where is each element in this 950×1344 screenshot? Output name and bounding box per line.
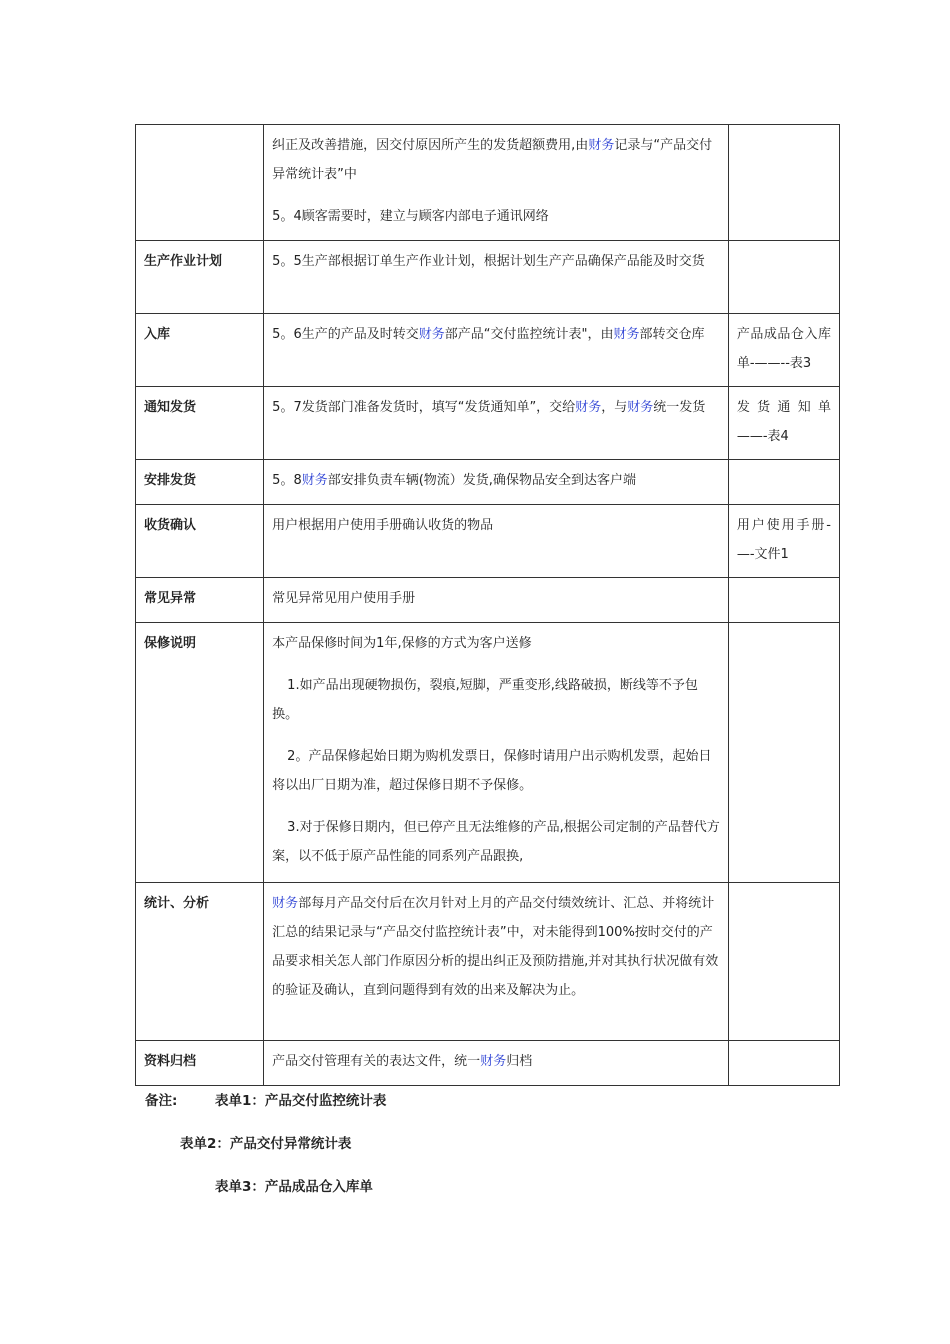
step-label-cell: 安排发货 (136, 460, 264, 505)
table-row (136, 883, 840, 1041)
finance-link[interactable]: 财务 (575, 400, 602, 415)
notes-heading: 备注: (145, 1093, 178, 1109)
content-text: ，与 (601, 400, 628, 415)
reference-form-cell (728, 883, 839, 1041)
content-paragraph (272, 466, 720, 495)
content-text: 归档 (506, 1054, 533, 1069)
table-row (136, 505, 840, 578)
step-content-cell (264, 387, 729, 460)
content-text: 产品交付管理有关的表达文件，统一 (272, 1054, 481, 1069)
content-paragraph (272, 511, 720, 540)
content-paragraph (272, 393, 720, 422)
reference-form-cell: 产品成品仓入库单-——--表3 (728, 314, 839, 387)
reference-form-cell (728, 1041, 839, 1086)
content-paragraph (272, 1047, 720, 1076)
content-text: 部每月产品交付后在次月针对上月的产品交付绩效统计、汇总、并将统计汇总的结果记录与“产品交付监控统计表”中，对未能得到100%按时交付的产品要求相关怎人部门作原因分析的提出纠正及预防措施,并对其执行状况做有效的验证及确认，直到问题得到有效的出来及解决为止。 (272, 896, 719, 998)
procedure-table-body (136, 125, 840, 1086)
content-text: 5。4顾客需要时，建立与顾客内部电子通讯网络 (272, 209, 549, 224)
table-row (136, 387, 840, 460)
table-row (136, 125, 840, 241)
reference-form-cell (728, 241, 839, 314)
step-content-cell (264, 578, 729, 623)
content-paragraph (272, 742, 720, 800)
step-content-cell (264, 623, 729, 883)
finance-link[interactable]: 财务 (613, 327, 640, 342)
step-label-cell: 生产作业计划 (136, 241, 264, 314)
step-content-cell (264, 505, 729, 578)
content-text: 常见异常见用户使用手册 (272, 591, 416, 606)
step-label-cell: 资料归档 (136, 1041, 264, 1086)
table-row (136, 578, 840, 623)
content-text: 部产品“交付监控统计表"，由 (444, 327, 614, 342)
step-label-cell: 统计、分析 (136, 883, 264, 1041)
content-text: 本产品保修时间为1年,保修的方式为客户送修 (272, 636, 532, 651)
content-text: 纠正及改善措施，因交付原因所产生的发货超额费用,由 (272, 138, 589, 153)
reference-form-cell: 用户使用手册-—-文件1 (728, 505, 839, 578)
step-label-cell: 入库 (136, 314, 264, 387)
table-row (136, 1041, 840, 1086)
content-paragraph (272, 131, 720, 189)
reference-form-cell (728, 125, 839, 241)
reference-form-cell (728, 578, 839, 623)
step-label-cell: 常见异常 (136, 578, 264, 623)
table-row (136, 460, 840, 505)
content-text: 3.对于保修日期内，但已停产且无法维修的产品,根据公司定制的产品替代方案，以不低于原产品性能的同系列产品跟换, (272, 820, 720, 864)
note-item: 表单3：产品成品仓入库单 (215, 1179, 373, 1195)
step-label-cell: 通知发货 (136, 387, 264, 460)
finance-link[interactable]: 财务 (272, 896, 299, 911)
finance-link[interactable]: 财务 (588, 138, 615, 153)
content-text: 5。7发货部门准备发货时，填写“发货通知单”，交给 (272, 400, 576, 415)
step-content-cell (264, 241, 729, 314)
table-row (136, 241, 840, 314)
step-label-cell: 收货确认 (136, 505, 264, 578)
content-text: 5。8 (272, 473, 302, 488)
content-paragraph (272, 584, 720, 613)
content-text: 5。5生产部根据订单生产作业计划，根据计划生产产品确保产品能及时交货 (272, 254, 705, 269)
content-paragraph (272, 889, 720, 1005)
content-text: 部转交仓库 (639, 327, 705, 342)
content-paragraph (272, 247, 720, 276)
finance-link[interactable]: 财务 (480, 1054, 507, 1069)
table-row (136, 314, 840, 387)
note-item: 表单2：产品交付异常统计表 (180, 1136, 352, 1152)
table-row (136, 623, 840, 883)
content-text: 记录与“产品交付异常统计表”中 (272, 138, 713, 182)
finance-link[interactable]: 财务 (627, 400, 654, 415)
content-text: 1.如产品出现硬物损伤，裂痕,短脚，严重变形,线路破损，断线等不予包换。 (272, 678, 698, 722)
content-text: 2。产品保修起始日期为购机发票日，保修时请用户出示购机发票，起始日将以出厂日期为准，超过保修日期不予保修。 (272, 749, 712, 793)
step-content-cell (264, 314, 729, 387)
reference-form-cell (728, 460, 839, 505)
reference-form-cell: 发货通知单——-表4 (728, 387, 839, 460)
content-paragraph (272, 813, 720, 871)
step-content-cell (264, 460, 729, 505)
content-text: 用户根据用户使用手册确认收货的物品 (272, 518, 494, 533)
content-text: 部安排负责车辆(物流）发货,确保物品安全到达客户端 (327, 473, 636, 488)
step-content-cell (264, 883, 729, 1041)
content-paragraph (272, 671, 720, 729)
content-text: 5。6生产的产品及时转交 (272, 327, 419, 342)
content-paragraph (272, 320, 720, 349)
procedure-table (135, 124, 840, 1086)
content-paragraph (272, 202, 720, 231)
finance-link[interactable]: 财务 (301, 473, 328, 488)
step-label-cell (136, 125, 264, 241)
step-content-cell (264, 125, 729, 241)
step-content-cell (264, 1041, 729, 1086)
finance-link[interactable]: 财务 (418, 327, 445, 342)
content-text: 统一发货 (653, 400, 706, 415)
step-label-cell: 保修说明 (136, 623, 264, 883)
content-paragraph (272, 629, 720, 658)
reference-form-cell (728, 623, 839, 883)
note-item: 表单1：产品交付监控统计表 (215, 1093, 387, 1109)
